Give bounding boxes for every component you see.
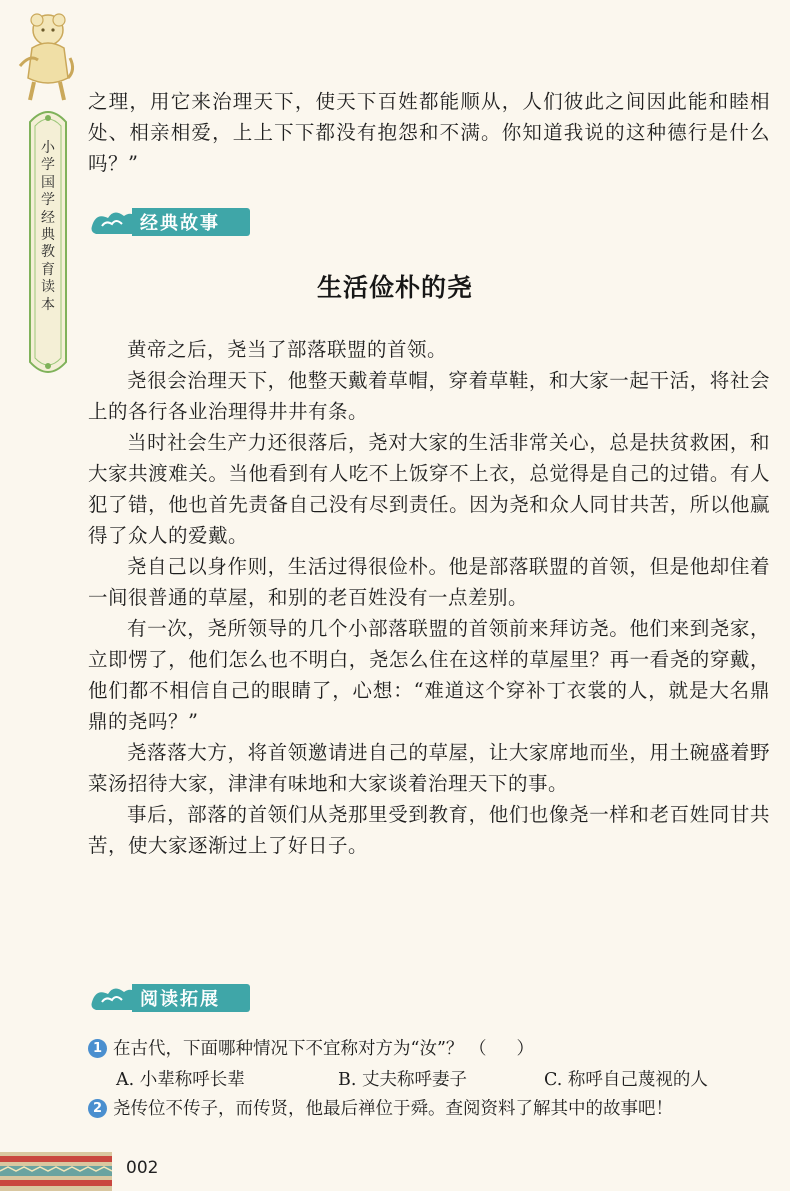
classic-story-banner xyxy=(88,204,258,240)
story-paragraph: 尧落落大方，将首领邀请进自己的草屋，让大家席地而坐，用土碗盛着野菜汤招待大家，津津有味地和大家谈着治理天下的事。 xyxy=(88,741,770,795)
page-number: 002 xyxy=(126,1158,159,1178)
option-c: C. 称呼自己蔑视的人 xyxy=(544,1070,708,1090)
option-b: B. 丈夫称呼妻子 xyxy=(338,1070,467,1090)
option-a: A. 小辈称呼长辈 xyxy=(116,1070,245,1090)
side-tab xyxy=(26,104,70,380)
story-paragraph: 当时社会生产力还很落后，尧对大家的生活非常关心，总是扶贫救困，和大家共渡难关。当他看到有人吃不上饭穿不上衣，总觉得是自己的过错。有人犯了错，他也首先责备自己没有尽到责任。因为尧和众人同甘共苦，所以他赢得了众人的爱戴。 xyxy=(88,431,770,547)
question-1-options xyxy=(116,1066,776,1092)
story-title: 生活俭朴的尧 xyxy=(316,273,473,302)
child-mascot-illustration xyxy=(10,8,80,104)
answer-paren-close: ） xyxy=(516,1039,534,1059)
question-number-badge: 1 xyxy=(88,1039,107,1058)
classic-story-label: 经典故事 xyxy=(140,213,220,234)
question-number-badge: 2 xyxy=(88,1099,107,1118)
question-1-text: 在古代，下面哪种情况下不宜称对方为“汝”？ xyxy=(113,1039,464,1059)
question-2 xyxy=(88,1096,778,1122)
story-paragraph: 事后，部落的首领们从尧那里受到教育，他们也像尧一样和老百姓同甘共苦，使大家逐渐过上了好日子。 xyxy=(88,803,770,857)
reading-extension-label: 阅读拓展 xyxy=(140,989,220,1010)
story-paragraph: 有一次，尧所领导的几个小部落联盟的首领前来拜访尧。他们来到尧家，立即愣了，他们怎么也不明白，尧怎么住在这样的草屋里？再一看尧的穿戴，他们都不相信自己的眼睛了，心想：“难道这个穿补丁衣裳的人，就是大名鼎鼎的尧吗？” xyxy=(88,617,770,733)
story-paragraph: 尧自己以身作则，生活过得很俭朴。他是部落联盟的首领，但是他却住着一间很普通的草屋，和别的老百姓没有一点差别。 xyxy=(88,555,770,609)
reading-extension-banner xyxy=(88,980,258,1016)
story-paragraph: 尧很会治理天下，他整天戴着草帽，穿着草鞋，和大家一起干活，将社会上的各行各业治理得井井有条。 xyxy=(88,369,770,423)
question-2-text: 尧传位不传子，而传贤，他最后禅位于舜。查阅资料了解其中的故事吧！ xyxy=(113,1099,673,1119)
question-1 xyxy=(88,1036,778,1062)
intro-text xyxy=(88,86,770,179)
side-tab-label: 小学国学经典教育读本 xyxy=(41,140,55,313)
footer-pattern-band xyxy=(0,1152,112,1191)
story-paragraph: 黄帝之后，尧当了部落联盟的首领。 xyxy=(127,338,448,361)
story-body xyxy=(88,334,770,861)
answer-paren-open: （ xyxy=(468,1039,487,1059)
intro-paragraph: 之理，用它来治理天下，使天下百姓都能顺从，人们彼此之间因此能和睦相处、相亲相爱，上上下下都没有抱怨和不满。你知道我说的这种德行是什么吗？” xyxy=(88,90,770,175)
